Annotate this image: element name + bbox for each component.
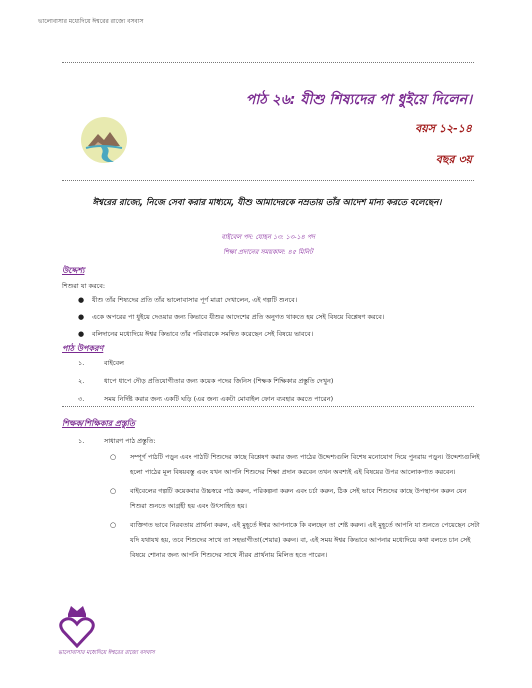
list-item [62,359,482,368]
year-label: বছর ৩য় [435,153,472,166]
list-item [62,296,482,305]
crown-heart-logo-icon [58,604,96,648]
circle-bullet-icon: ○ [110,453,117,461]
item-number: ১. [78,359,85,367]
lesson-title: পাঠ ২৬: যীশু শিষ্যদের পা ধুইয়ে দিলেন। [245,92,472,108]
teacher-prep-heading: শিক্ষক/শিক্ষিকার প্রস্তুতি [62,419,135,428]
bullet-icon: ● [78,313,85,321]
objective-text: যীশু তাঁর শিষ্যদের প্রতি তাঁর ভালোবাসার পূর্ণ মাত্রা দেখালেন, এই গল্পটি শুনবে। [92,296,298,304]
objective-text: বলিদানের মধ্যেদিয়ে ঈশ্বর কিভাবে তাঁর পরিবারকে সমন্বিত করেছেন সেই বিষয়ে ভাববে। [92,330,314,338]
section-divider [62,406,474,407]
teaching-time: শিক্ষা প্রদানের সময়কাল: ৪৫ মিনিট [223,248,313,256]
age-range: বয়স ১২-১৪ [415,122,472,135]
circle-bullet-icon: ○ [110,521,117,529]
bullet-icon: ● [78,296,85,304]
objective-text: একে অপরের পা ধুইয়ে দেওয়ার জন্য কিভাবে যীশুর আদেশের প্রতি অনুগত থাকতে হয় সেই বিষয়ে বিশ্লেষণ করবে। [92,313,385,321]
materials-heading: পাঠ উপকরণ [62,344,104,353]
list-item [62,395,482,404]
lesson-logo-icon [80,116,128,164]
footer-text: ভালোবাসার মধ্যেদিয়ে ঈশ্বরের রাজ্যে বসবাস [58,650,155,656]
objectives-heading: উদ্দেশ্য [62,266,85,275]
list-item [110,484,480,514]
running-header: ভালোবাসার মধ্যেদিয়ে ঈশ্বরের রাজ্যে বসবাস [38,18,144,25]
material-text: বাইবেল [104,359,124,367]
title-divider [62,180,474,181]
material-text: ধাপে ধাপে দৌড় প্রতিযোগীতার জন্য কয়েক পদের জিনিস (শিক্ষক শিক্ষিকার প্রস্তুতি দেখুন) [104,377,334,385]
material-text: সময় নির্দিষ্ট করার জন্য একটি ঘড়ি (এর জন্য একটা মোবাইল ফোন ব্যবহার করতে পারেন) [104,395,334,403]
prep-text: ব্যক্তিগত ভাবে নিরবতায় প্রার্থনা করুন, এই মুহূর্তে ঈশ্বর আপনাকে কি বলছেন তা শেষ্ট করুন। এই মুহূর্তে আপনি যা শুনতে পেয়েছেন সেটা যদি যথাযথ হয়, তবে শিশুদের সাথে তা সহভাগীতা(শেয়ার) করুন। বা, এই সময় ঈশ্বর কিভাবে আপনার মধ্যেদিয়ে কথা বলতে চান সেই বিষয়ে শোনার জন্য আপনি শিশুদের সাথে নীরব প্রার্থনায় মিলিত হতে পারেন। [130,521,480,559]
item-number: ৩. [78,395,85,403]
list-item [62,313,482,322]
key-verse: ঈশ্বরের রাজ্যে, নিজে সেবা করার মাধ্যমে, যীশু আমাদেরকে নম্রতায় তাঁর আদেশ মান্য করতে বলেছেন। [92,198,442,208]
prep-sub-list [110,450,480,567]
bible-reference: বাইবেল পদ: যোহন ১৩: ১৩-১৪ পদ [221,233,315,241]
list-item [62,377,482,386]
prep-item-label: সাধারণ পাঠ প্রস্তুতি: [104,437,156,445]
list-item [110,450,480,480]
list-item [110,518,480,563]
objectives-intro: শিশুরা যা করবে: [62,282,106,290]
prep-text: বাইবেলের গল্পটি কয়েকবার উচ্চস্বরে পাঠ করুন, পরিকল্পনা করুন এবং চর্চা করুন, ঠিক সেই ভাবে শিশুদের কাছে উপস্থাপন করুন যেন শিশুরা শুনতে আগ্রহী হয় এবং উৎসাহিত হয়। [130,487,467,510]
item-number: ২. [78,377,85,385]
prep-item-number: ১. [78,437,85,445]
prep-text: সম্পূর্ণ পাঠটি পড়ুন এবং পাঠটি শিশুদের কাছে বিশ্লেষণ করার জন্য পাঠের উদ্দেশ্যগুলি বিশেষ মনোযোগ দিয়ে পুনরায় পড়ুন। উদ্দেশ্যগুলিই হলো পাঠের মূল বিষয়বস্তু এবং যখন আপনি শিশুদের শিক্ষা প্রদান করবেন তখন অবশ্যই এই বিষয়ের উপর আলোকপাত করবেন। [130,453,480,476]
circle-bullet-icon: ○ [110,487,117,495]
list-item [62,330,482,339]
objectives-list [62,296,482,347]
materials-list [62,359,482,413]
top-divider [62,62,474,63]
bullet-icon: ● [78,330,85,338]
